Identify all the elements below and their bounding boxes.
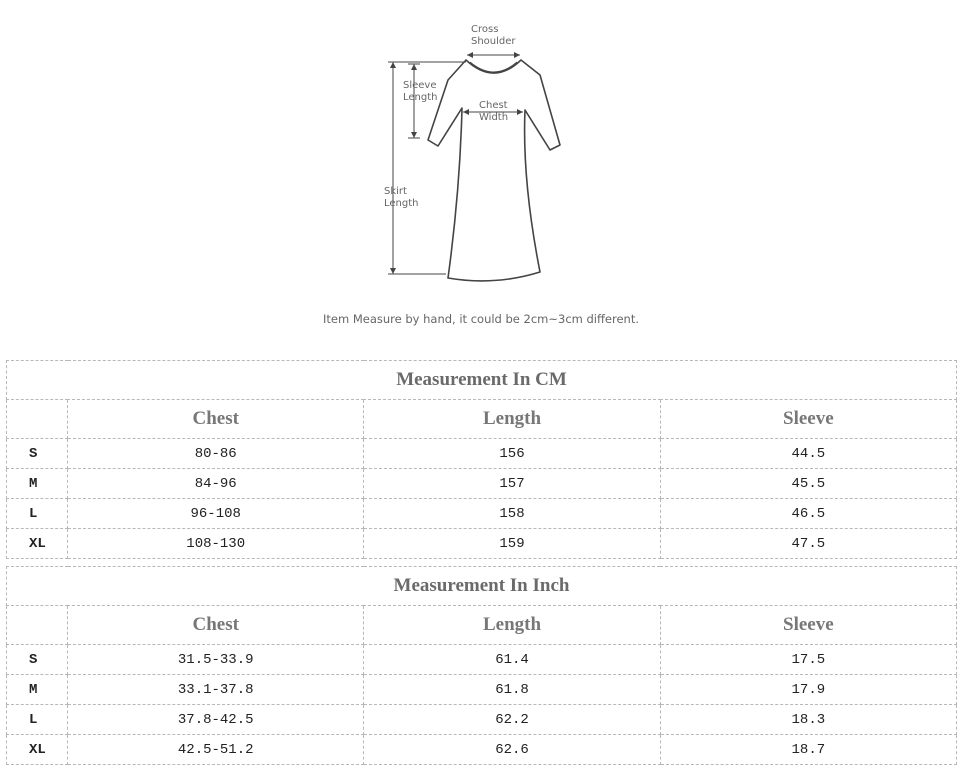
sleeve-cell: 18.3 <box>660 705 956 735</box>
chest-width-label-line1: Chest <box>479 100 508 111</box>
length-cell: 62.2 <box>364 705 660 735</box>
sleeve-cell: 47.5 <box>660 529 956 559</box>
chest-width-label <box>479 100 508 124</box>
size-table-cm <box>6 360 957 559</box>
header-size <box>7 606 68 645</box>
dress-outline <box>428 60 560 281</box>
chest-cell: 31.5-33.9 <box>68 645 364 675</box>
chest-cell: 42.5-51.2 <box>68 735 364 765</box>
header-sleeve: Sleeve <box>660 400 956 439</box>
table-row <box>7 499 957 529</box>
size-cell: S <box>7 439 68 469</box>
length-cell: 158 <box>364 499 660 529</box>
header-chest: Chest <box>68 606 364 645</box>
table-row <box>7 529 957 559</box>
length-cell: 156 <box>364 439 660 469</box>
header-length: Length <box>364 606 660 645</box>
length-cell: 61.8 <box>364 675 660 705</box>
size-cell: S <box>7 645 68 675</box>
size-cell: XL <box>7 735 68 765</box>
table-header-row <box>7 606 957 645</box>
table-row <box>7 735 957 765</box>
header-sleeve: Sleeve <box>660 606 956 645</box>
size-cell: L <box>7 499 68 529</box>
table-title-row <box>7 567 957 606</box>
length-cell: 159 <box>364 529 660 559</box>
length-cell: 61.4 <box>364 645 660 675</box>
sleeve-cell: 17.9 <box>660 675 956 705</box>
skirt-length-label-line2: Length <box>384 198 419 209</box>
table-title: Measurement In CM <box>7 361 957 400</box>
chest-cell: 84-96 <box>68 469 364 499</box>
table-header-row <box>7 400 957 439</box>
table-row <box>7 645 957 675</box>
header-size <box>7 400 68 439</box>
table-row <box>7 439 957 469</box>
size-table-inch <box>6 566 957 765</box>
table-row <box>7 469 957 499</box>
size-cell: M <box>7 469 68 499</box>
size-diagram <box>0 0 962 300</box>
table-row <box>7 705 957 735</box>
skirt-length-label-line1: Skirt <box>384 186 407 197</box>
chest-cell: 96-108 <box>68 499 364 529</box>
header-length: Length <box>364 400 660 439</box>
cross-shoulder-label <box>471 24 516 48</box>
header-chest: Chest <box>68 400 364 439</box>
chest-width-label-line2: Width <box>479 112 509 123</box>
length-cell: 62.6 <box>364 735 660 765</box>
sleeve-cell: 17.5 <box>660 645 956 675</box>
sleeve-cell: 46.5 <box>660 499 956 529</box>
table-row <box>7 675 957 705</box>
measurement-note: Item Measure by hand, it could be 2cm~3cm different. <box>322 312 640 326</box>
table-title: Measurement In Inch <box>7 567 957 606</box>
chest-cell: 108-130 <box>68 529 364 559</box>
chest-cell: 33.1-37.8 <box>68 675 364 705</box>
size-cell: L <box>7 705 68 735</box>
skirt-length-label <box>384 186 419 210</box>
size-cell: M <box>7 675 68 705</box>
neckline <box>470 62 517 72</box>
table-title-row <box>7 361 957 400</box>
cross-shoulder-label-line1: Cross <box>471 24 499 35</box>
length-cell: 157 <box>364 469 660 499</box>
chest-cell: 80-86 <box>68 439 364 469</box>
sleeve-cell: 45.5 <box>660 469 956 499</box>
size-cell: XL <box>7 529 68 559</box>
chest-cell: 37.8-42.5 <box>68 705 364 735</box>
sleeve-cell: 18.7 <box>660 735 956 765</box>
sleeve-cell: 44.5 <box>660 439 956 469</box>
sleeve-length-label-line2: Length <box>403 92 438 103</box>
sleeve-length-label-line1: Sleeve <box>403 80 437 91</box>
sleeve-length-label <box>403 80 438 104</box>
cross-shoulder-label-line2: Shoulder <box>471 36 516 47</box>
